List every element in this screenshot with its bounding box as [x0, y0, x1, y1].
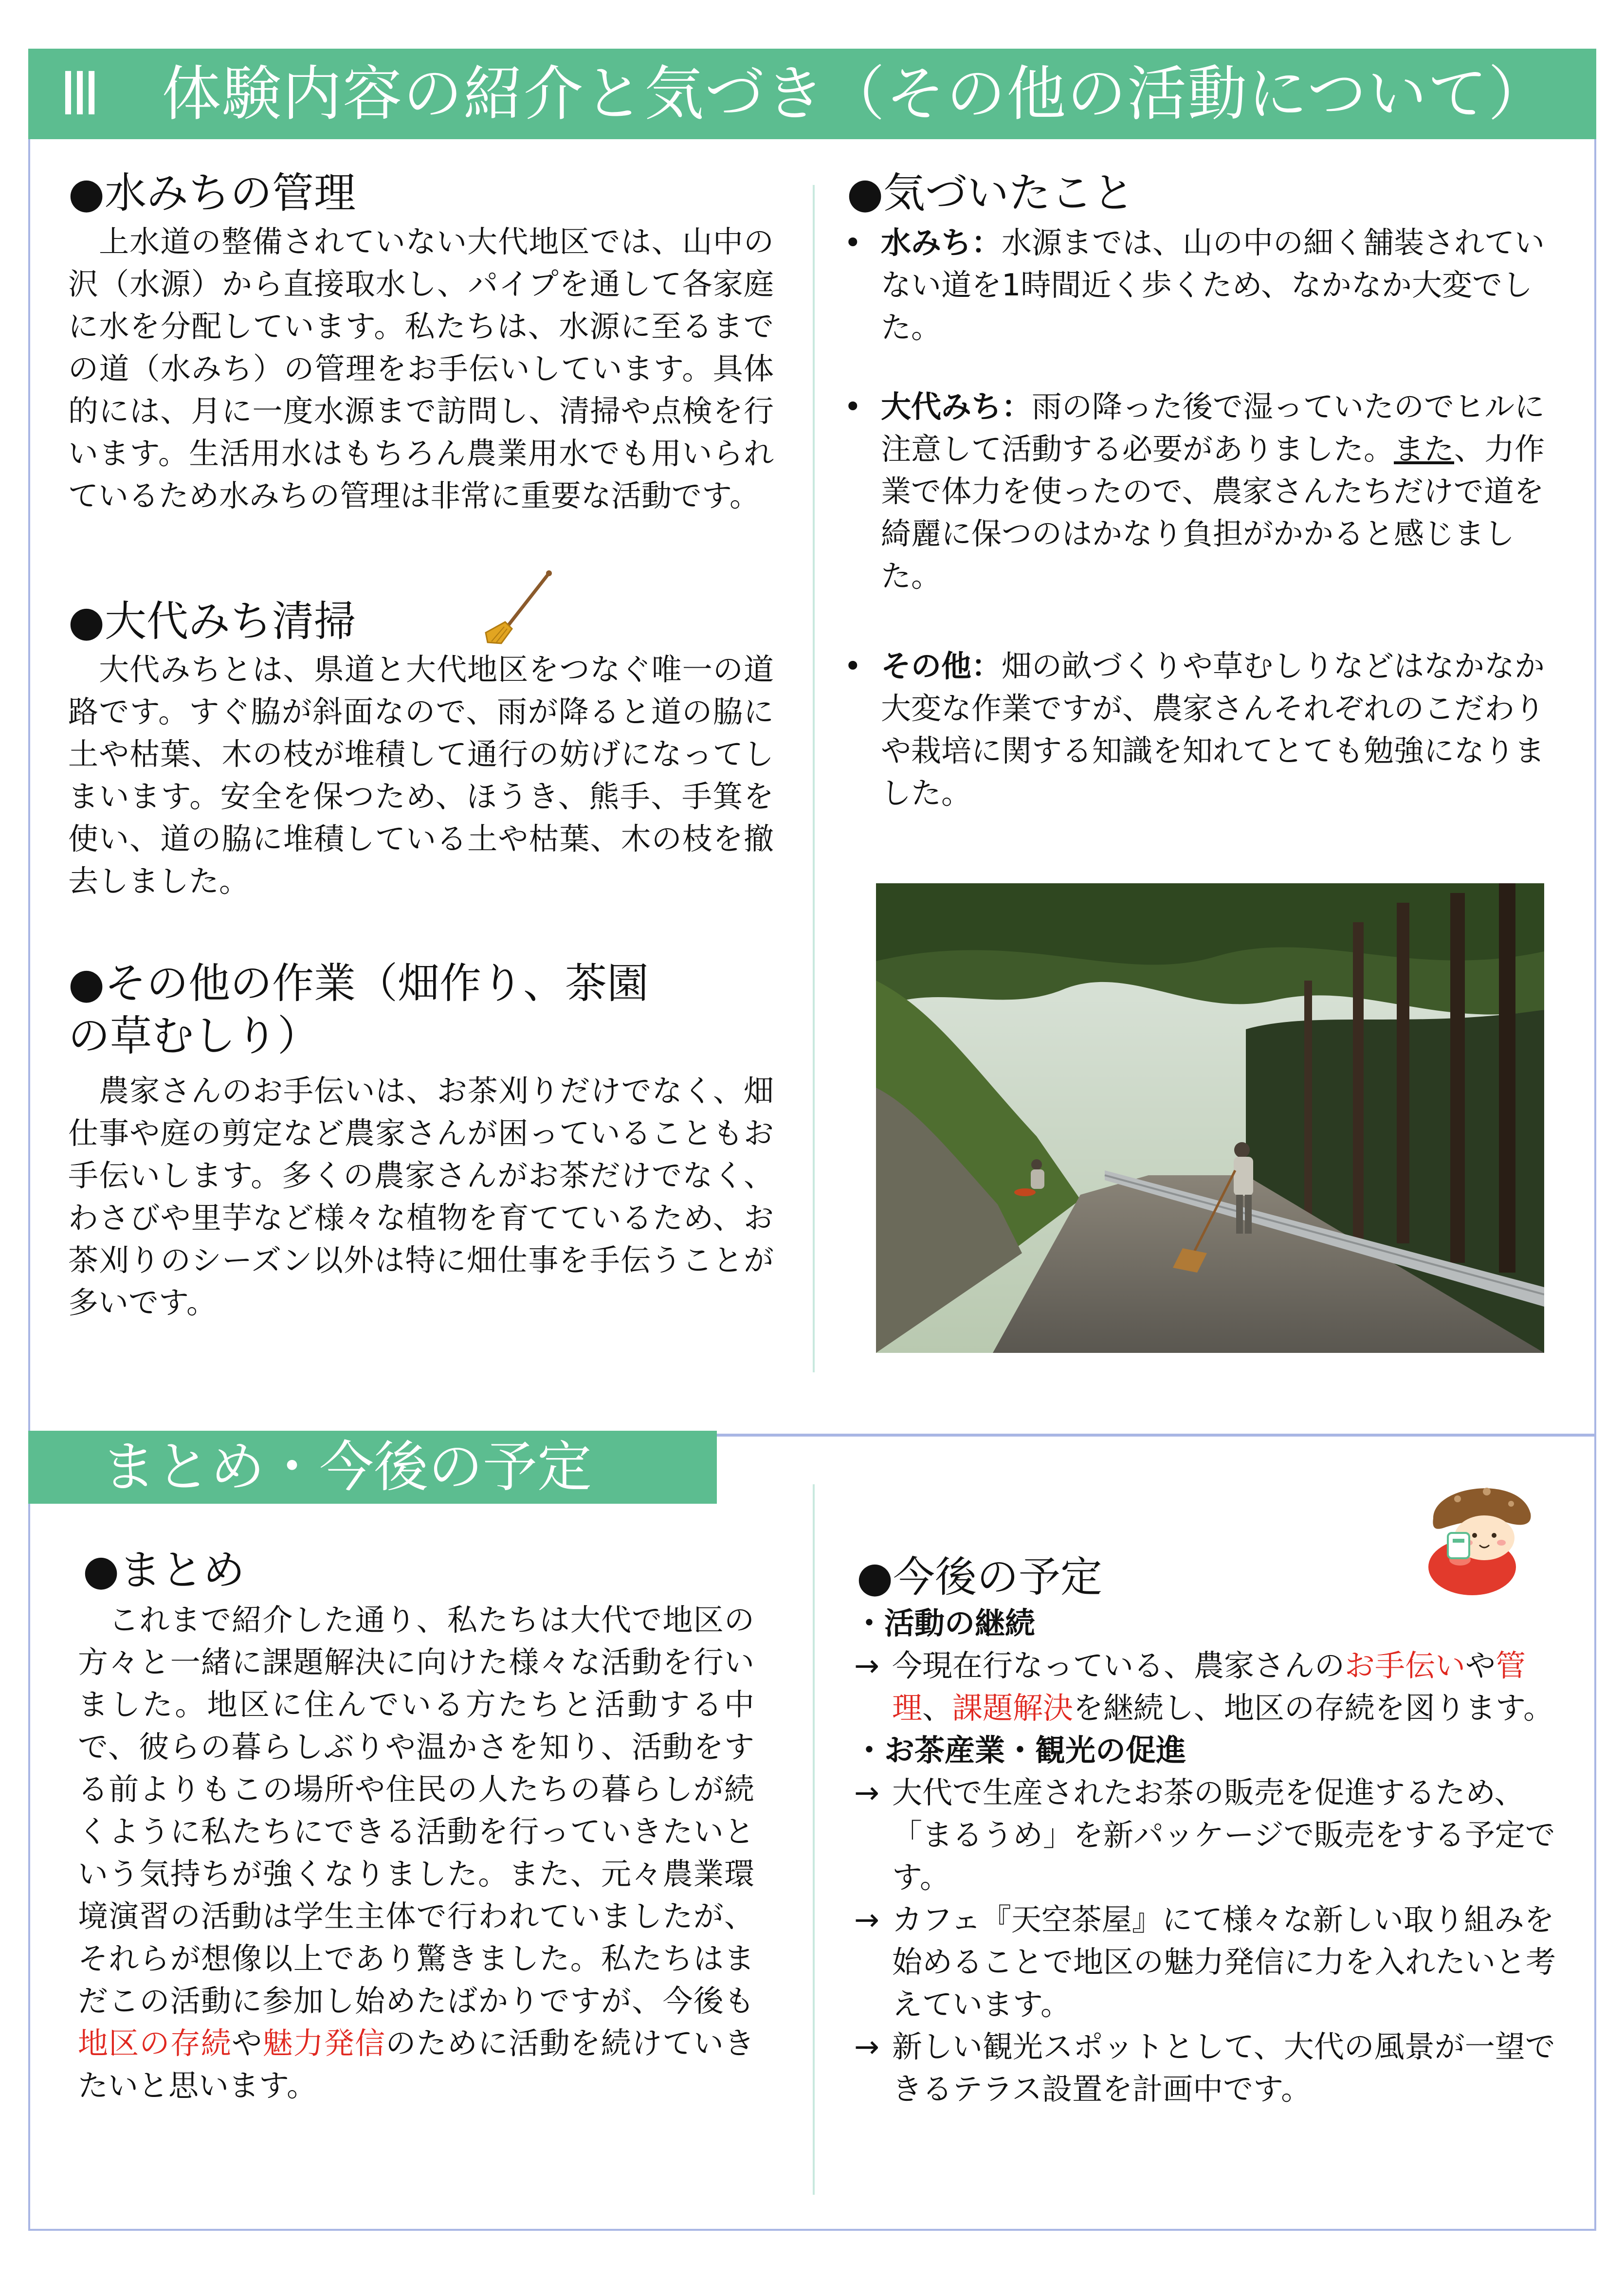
column-divider-top	[813, 185, 815, 1372]
findings-heading: ●気づいたこと	[847, 169, 1135, 218]
mizumichi-body: 上水道の整備されていない大代地区では、山中の沢（水源）から直接取水し、パイプを通して各家庭に水を分配しています。私たちは、水源に至るまでの道（水みち）の管理をお手伝いしています。具体的には、月に一度水源まで訪問し、清掃や点検を行います。生活用水はもちろん農業用水でも用いられているため水みちの管理は非常に重要な活動です。	[68, 224, 774, 513]
broom-icon	[482, 569, 555, 647]
summary-heading: ●まとめ	[83, 1546, 245, 1595]
plans-heading: ●今後の予定	[857, 1553, 1103, 1602]
column-divider-bottom	[813, 1484, 815, 2195]
plans-item-continuation: → 今現在行なっている、農家さんのお手伝いや管理、課題解決を継続し、地区の存続を図ります。	[854, 1648, 1554, 1726]
plans-item-terrace: → 新しい観光スポットとして、大代の風景が一望できるテラス設置を計画中です。	[854, 2029, 1555, 2107]
forest-road-photo	[876, 883, 1544, 1353]
other-work-body: 農家さんのお手伝いは、お茶刈りだけでなく、畑仕事や庭の剪定など農家さんが困っていることもお手伝いします。多くの農家さんがお茶だけでなく、わさびや里芋など様々な植物を育てているため、お茶刈りのシーズン以外は特に畑仕事を手伝うことが多いです。	[68, 1073, 774, 1320]
forest-road-illustration	[876, 883, 1544, 1353]
oshiro-body: 大代みちとは、県道と大代地区をつなぐ唯一の道路です。すぐ脇が斜面なので、雨が降ると道の脇に土や枯葉、木の枝が堆積して通行の妨げになってしまいます。安全を保つため、ほうき、熊手、手箕を使い、道の脇に堆積している土や枯葉、木の枝を撤去しました。	[68, 652, 774, 899]
finding-mizumichi: • 水みち：水源までは、山の中の細く舗装されていない道を1時間近く歩くため、なかなか大変でした。	[844, 225, 1545, 345]
plans-item-cafe: → カフェ『天空茶屋』にて様々な新しい取り組みを始めることで地区の魅力発信に力を入れたいと考えています。	[854, 1902, 1556, 2022]
finding-oshiro: • 大代みち：雨の降った後で湿っていたのでヒルに注意して活動する必要がありました。また、力作業で体力を使ったので、農家さんたちだけで道を綺麗に保つのはかなり負担がかかると感じました。	[844, 389, 1545, 594]
mascot-illustration	[1414, 1465, 1545, 1596]
plans-sub-promotion: ・お茶産業・観光の促進	[854, 1732, 1186, 1768]
oshiro-heading: ●大代みち清掃	[68, 597, 356, 646]
summary-section-title: まとめ・今後の予定	[101, 1436, 592, 1499]
plans-sub-continuation: ・活動の継続	[854, 1605, 1036, 1641]
plans-item-package: → 大代で生産されたお茶の販売を促進するため、「まるうめ」を新パッケージで販売をする予定です。	[854, 1775, 1555, 1895]
mizumichi-heading: ●水みちの管理	[68, 169, 356, 218]
section-3-banner	[28, 49, 1596, 139]
other-work-heading: ●その他の作業（畑作り、茶園 の草むしり）	[68, 959, 649, 1060]
summary-body: これまで紹介した通り、私たちは大代で地区の方々と一緒に課題解決に向けた様々な活動を行いました。地区に住んでいる方たちと活動する中で、彼らの暮らしぶりや温かさを知り、活動をする前よりもこの場所や住民の人たちの暮らしが続くように私たちにできる活動を行っていきたいという気持ちが強くなりました。また、元々農業環境演習の活動は学生主体で行われていましたが、それらが想像以上であり驚きました。私たちはまだこの活動に参加し始めたばかりですが、今後も地区の存続や魅力発信のために活動を続けていきたいと思います。	[78, 1602, 754, 2103]
finding-other: • その他：畑の畝づくりや草むしりなどはなかなか大変な作業ですが、農家さんそれぞれのこだわりや栽培に関する知識を知れてとても勉強になりました。	[844, 648, 1545, 811]
summary-banner	[28, 1431, 717, 1504]
section-3-title: Ⅲ 体験内容の紹介と気づき（その他の活動について）	[59, 59, 1549, 128]
plans-list	[854, 1602, 1560, 2110]
